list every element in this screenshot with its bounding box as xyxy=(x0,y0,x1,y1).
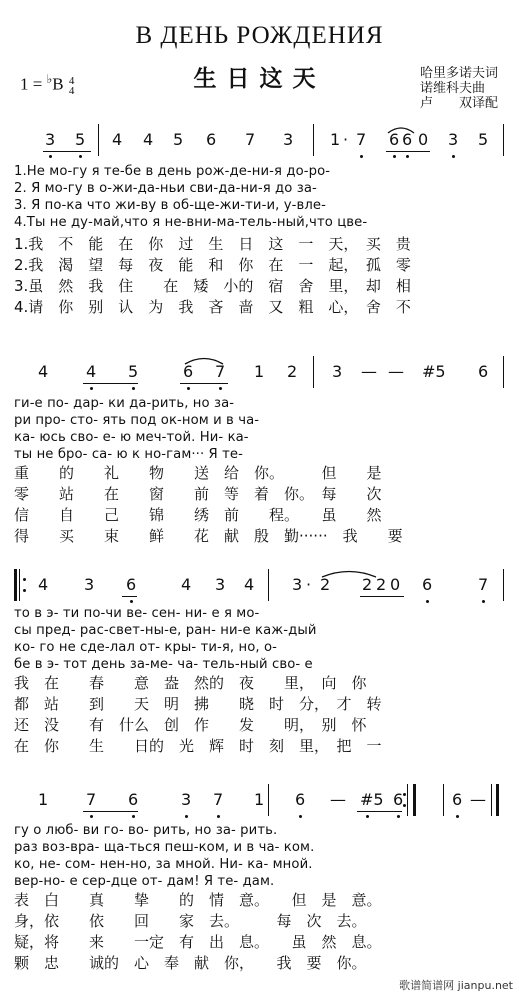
system-2-lyrics-ru xyxy=(14,395,510,463)
lyric-line: 重 的 礼 物 送 给 你。 但 是 xyxy=(14,464,382,482)
note: 3 xyxy=(332,362,343,381)
note-dot: · xyxy=(343,130,349,149)
low-dot xyxy=(366,815,369,818)
credit-composer: 诺维科夫曲 xyxy=(420,81,486,96)
low-dot xyxy=(132,815,135,818)
repeat-dot xyxy=(403,793,406,796)
low-dot xyxy=(185,815,188,818)
dash: — xyxy=(330,790,346,809)
note-dot: · xyxy=(306,575,312,594)
note: 6 xyxy=(478,362,489,381)
lyric-line: 表 白 真 挚 的 情 意。 但 是 意。 xyxy=(14,891,382,909)
system-3-lyrics-cn xyxy=(14,673,510,757)
note: 6 xyxy=(402,130,413,149)
note: 6 xyxy=(183,362,194,381)
note: 4 xyxy=(181,575,192,594)
lyric-line: 都 站 到 天 明 拂 晓 时 分， 才 转 xyxy=(14,695,382,713)
note: 6 xyxy=(126,575,137,594)
note: 7 xyxy=(478,575,489,594)
credit-translator: 卢 双译配 xyxy=(420,96,499,111)
lyric-line: раз воз-вра- ща-ться пеш-ком, и в ча- ком. xyxy=(14,840,315,855)
low-dot xyxy=(132,387,135,390)
note: 7 xyxy=(215,362,226,381)
time-signature xyxy=(69,76,75,96)
lyric-line: 1.Не мо-гу я те-бе в день рож-де-ни-я до-ро- xyxy=(14,164,331,179)
note: 4 xyxy=(244,575,255,594)
lyric-line: вер-но- е сер-дце от- дам! Я те- дам. xyxy=(14,874,275,889)
note: 5 xyxy=(75,130,86,149)
repeat-dot xyxy=(403,804,406,807)
key-prefix: 1 = xyxy=(20,74,47,94)
underline xyxy=(386,151,430,152)
lyric-line: ри про- сто- ять под ок-ном и в ча- xyxy=(14,413,260,428)
lyric-line: 4.Ты не ду-май,что я не-вни-ма-тель-ный,что цве- xyxy=(14,215,368,230)
note: 0 xyxy=(418,130,429,149)
system-3-lyrics-ru xyxy=(14,605,510,673)
note: 1 xyxy=(38,790,49,809)
watermark: 歌谱简谱网 jianpu.net xyxy=(399,979,513,992)
note: 1 xyxy=(254,362,265,381)
lyric-line: 在 你 生 日的 光 辉 时 刻 里， 把 一 xyxy=(14,737,382,755)
note: 3 xyxy=(448,130,459,149)
note: 6 xyxy=(295,790,306,809)
slur xyxy=(386,124,416,134)
underline xyxy=(83,383,138,384)
key-tonic: B xyxy=(52,74,64,94)
lyric-line: ка- юсь сво- е- ю меч-той. Ни- ка- xyxy=(14,430,249,445)
note: 4 xyxy=(143,130,154,149)
note: 6 xyxy=(452,790,463,809)
note: 7 xyxy=(245,130,256,149)
barline xyxy=(98,124,99,156)
note: 3 xyxy=(283,130,294,149)
low-dot xyxy=(299,815,302,818)
dash: — xyxy=(388,362,404,381)
lyric-line: 4.请 你 别 认 为 我 吝 啬 又 粗 心， 舍 不 xyxy=(14,298,411,316)
low-dot xyxy=(187,387,190,390)
credits xyxy=(420,66,498,111)
credit-lyricist: 哈里多诺夫词 xyxy=(420,66,499,81)
barline xyxy=(491,784,492,816)
song-title-russian: В ДЕНЬ РОЖДЕНИЯ xyxy=(135,22,384,49)
repeat-end-barline xyxy=(413,784,416,816)
repeat-dot xyxy=(23,589,26,592)
barline xyxy=(407,784,408,816)
underline xyxy=(43,151,91,152)
note: #5 xyxy=(422,362,446,381)
lyric-line: 1.我 不 能 在 你 过 生 日 这 一 天， 买 贵 xyxy=(14,235,411,253)
barline xyxy=(313,356,314,388)
lyric-line: 零 站 在 窗 前 等 着 你。 每 次 xyxy=(14,485,382,503)
lyric-line: ги-е по- дар- ки да-рить, но за- xyxy=(14,396,235,411)
slur xyxy=(183,355,225,365)
lyric-line: 得 买 束 鲜 花 献 殷 勤······ 我 要 xyxy=(14,527,403,545)
slur xyxy=(320,568,378,578)
low-dot xyxy=(482,600,485,603)
repeat-dot xyxy=(23,578,26,581)
note: 3 xyxy=(181,790,192,809)
lyric-line: 身，依 依 回 家 去。 每 次 去。 xyxy=(14,912,367,930)
note: 6 xyxy=(128,790,139,809)
low-dot xyxy=(406,155,409,158)
lyric-line: 疑，将 来 一定 有 出 息。 虽 然 息。 xyxy=(14,933,382,951)
lyric-line: то в э- ти по-чи ве- сен- ни- е я мо- xyxy=(14,606,260,621)
low-dot xyxy=(360,155,363,158)
barline xyxy=(268,784,269,816)
lyric-line: ты не бро- са- ю к но-гам··· Я те- xyxy=(14,447,243,462)
barline xyxy=(503,124,504,156)
note: 5 xyxy=(128,362,139,381)
lyric-line: 2.我 渴 望 每 夜 能 和 你 在 一 起， 孤 零 xyxy=(14,256,411,274)
dash: — xyxy=(361,362,377,381)
barline xyxy=(313,124,314,156)
flat-sign: ♭ xyxy=(46,72,53,86)
note: 3 xyxy=(84,575,95,594)
dash: — xyxy=(470,790,486,809)
system-4-notes xyxy=(0,790,519,820)
lyric-line: 2. Я мо-гу в о-жи-да-ньи сви-да-ни-я до за- xyxy=(14,181,317,196)
note: 5 xyxy=(173,130,184,149)
note: 6 xyxy=(393,790,404,809)
note: 2 xyxy=(376,575,387,594)
low-dot xyxy=(79,155,82,158)
note: 6 xyxy=(206,130,217,149)
note: 2 xyxy=(320,575,331,594)
key-signature xyxy=(20,72,74,96)
note: 4 xyxy=(112,130,123,149)
lyric-line: бе в э- тот день за-ме- ча- тель-ный сво- е xyxy=(14,657,313,672)
system-3-notes xyxy=(0,575,519,605)
system-1-lyrics-cn xyxy=(14,234,510,318)
lyric-line: ко- го не сде-лал от- кры- ти-я, но, о- xyxy=(14,640,278,655)
low-dot xyxy=(397,815,400,818)
low-dot xyxy=(49,155,52,158)
note: 7 xyxy=(213,790,224,809)
low-dot xyxy=(393,155,396,158)
system-2-notes xyxy=(0,362,519,392)
system-1-lyrics-ru xyxy=(14,163,510,231)
note: 3 xyxy=(45,130,56,149)
time-top: 4 xyxy=(68,74,75,87)
note: 1 xyxy=(254,790,265,809)
low-dot xyxy=(456,815,459,818)
lyric-line: 3. Я по-ка что жи-ву в об-ще-жи-ти-и, у-вле- xyxy=(14,198,326,213)
song-title-chinese: 生日这天 xyxy=(193,66,326,92)
note: 2 xyxy=(362,575,373,594)
note: 7 xyxy=(86,790,97,809)
underline xyxy=(360,596,404,597)
repeat-start-barline xyxy=(19,569,20,601)
lyric-line: ко, не- сом- нен-но, за мной. Ни- ка- мной. xyxy=(14,857,313,872)
lyric-line: 我 在 春 意 盎 然的 夜 里， 向 你 xyxy=(14,674,367,692)
note: 6 xyxy=(389,130,400,149)
lyric-line: гу о люб- ви го- во- рить, но за- рить. xyxy=(14,823,278,838)
system-4-lyrics-ru xyxy=(14,822,510,890)
barline xyxy=(503,356,504,388)
note: 3 xyxy=(292,575,303,594)
lyric-line: 信 自 己 锦 绣 前 程。 虽 然 xyxy=(14,506,382,524)
lyric-line: 还 没 有 什么 创 作 发 明， 别 怀 xyxy=(14,716,367,734)
note: 0 xyxy=(390,575,401,594)
low-dot xyxy=(426,600,429,603)
lyric-line: 颗 忠 诚的 心 奉 献 你， 我 要 你。 xyxy=(14,954,367,972)
note: 3 xyxy=(215,575,226,594)
note: 4 xyxy=(86,362,97,381)
barline xyxy=(503,569,504,601)
low-dot xyxy=(90,815,93,818)
system-1-notes xyxy=(0,130,519,160)
low-dot xyxy=(452,155,455,158)
low-dot xyxy=(219,387,222,390)
note: #5 xyxy=(360,790,384,809)
low-dot xyxy=(90,387,93,390)
lyric-line: 3.虽 然 我 住 在 矮 小的 宿 舍 里， 却 相 xyxy=(14,277,411,295)
final-barline xyxy=(496,784,499,816)
note: 4 xyxy=(38,362,49,381)
underline xyxy=(180,383,228,384)
note: 6 xyxy=(422,575,433,594)
low-dot xyxy=(130,600,133,603)
note: 2 xyxy=(287,362,298,381)
system-2-lyrics-cn xyxy=(14,463,510,547)
note: 7 xyxy=(356,130,367,149)
note: 5 xyxy=(478,130,489,149)
note: 4 xyxy=(38,575,49,594)
lyric-line: сы пред- рас-свет-ны-е, ран- ни-е каж-дый xyxy=(14,623,317,638)
underline xyxy=(83,811,138,812)
underline xyxy=(357,811,402,812)
time-bottom: 4 xyxy=(68,84,75,97)
underline xyxy=(122,596,137,597)
low-dot xyxy=(217,815,220,818)
system-4-lyrics-cn xyxy=(14,890,510,974)
note: 1 xyxy=(330,130,341,149)
barline xyxy=(443,784,444,816)
barline xyxy=(268,569,269,601)
repeat-start-barline xyxy=(14,569,17,601)
